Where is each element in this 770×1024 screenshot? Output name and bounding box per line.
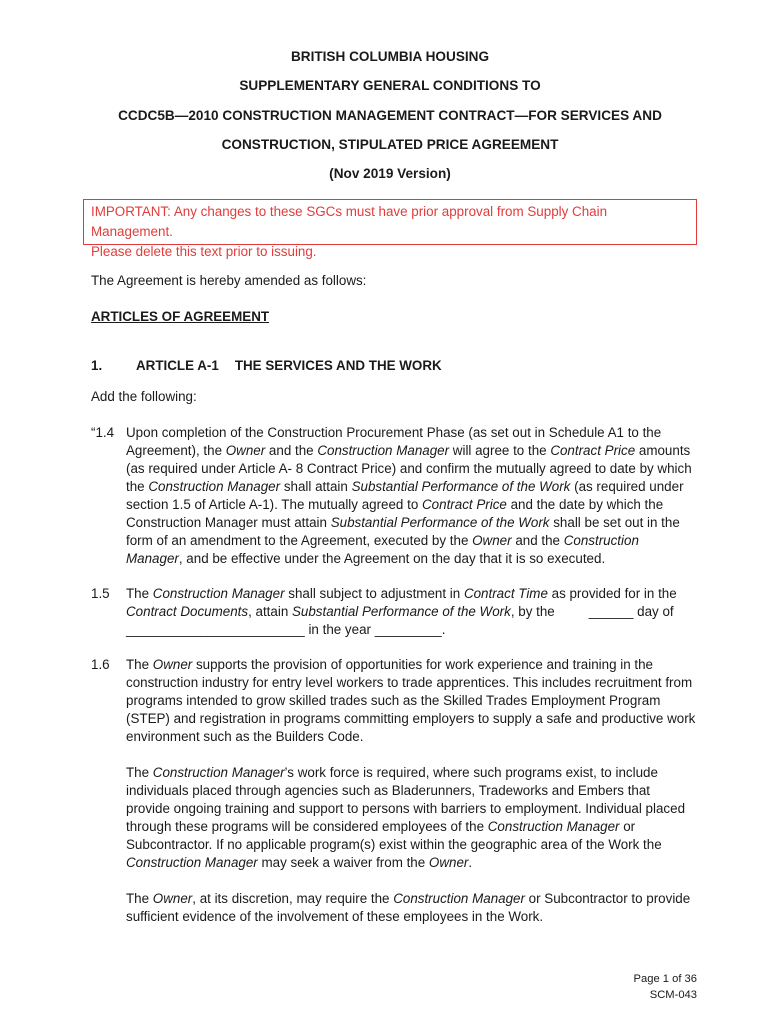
defined-term: Contract Documents (126, 604, 249, 619)
intro-text: The Agreement is hereby amended as follows: (91, 273, 367, 288)
text-segment: will agree to the (449, 443, 551, 458)
clause-body (126, 424, 696, 568)
defined-term: Construction Manager (148, 479, 281, 494)
clause-paragraph-2 (126, 764, 696, 872)
text-segment: (as required under section 1.5 of Article A-1). The mutually agreed to (126, 479, 684, 512)
defined-term: Contract Price (422, 497, 507, 512)
defined-term: Contract Time (463, 586, 548, 601)
add-following-text: Add the following: (91, 389, 197, 404)
text-segment: The (126, 891, 153, 906)
month-year-blank-field[interactable]: ________________________ in the year _________. (126, 622, 446, 637)
clause-paragraph-3 (126, 890, 696, 926)
defined-term: Construction Manager (152, 586, 285, 601)
defined-term: Construction Manager (487, 819, 620, 834)
defined-term: Contract Price (550, 443, 636, 458)
articles-heading: ARTICLES OF AGREEMENT (91, 309, 270, 324)
text-segment: supports the provision of opportunities for work experience and training in the construction industry for entry level workers to trade apprentices. This includes recruitment from programs intended to grow skilled trades such as the Skilled Trades Employment Program (STEP) and registration in programs committing employers to supply a safe and productive work environment such as the Builders Code. (126, 657, 696, 744)
defined-term: Construction Manager (317, 443, 450, 458)
defined-term: Substantial Performance of the Work (330, 515, 550, 530)
defined-term: Substantial Performance of the Work (291, 604, 511, 619)
title-line-2: SUPPLEMENTARY GENERAL CONDITIONS TO (239, 78, 541, 94)
clause-number: 1.6 (91, 657, 110, 672)
day-blank-field[interactable]: ______ day of (588, 604, 674, 619)
defined-term: Construction Manager (152, 765, 285, 780)
defined-term: Construction Manager (126, 533, 639, 566)
text-segment: ’s work force is required, where such programs exist, to include individuals placed through agencies such as Bladerunners, Tradeworks and Embers that provide ongoing training and support to persons with barriers to employment. Individual placed through these programs will be considered employees of the (126, 765, 686, 834)
defined-term: Owner (428, 855, 469, 870)
clause-body (126, 585, 696, 639)
document-code: SCM-043 (649, 989, 697, 1001)
page-number: Page 1 of 36 (633, 973, 697, 985)
text-segment: shall attain (280, 479, 352, 494)
notice-line-1: IMPORTANT: Any changes to these SGCs must have prior approval from Supply Chain Management. (91, 204, 608, 239)
text-segment: , and be effective under the Agreement on the day that it is so executed. (178, 551, 606, 566)
clause-number: “1.4 (91, 425, 115, 440)
text-segment: , at its discretion, may require the (192, 891, 394, 906)
title-line-4: CONSTRUCTION, STIPULATED PRICE AGREEMENT (221, 136, 559, 152)
document-title (60, 46, 720, 192)
text-segment: may seek a waiver from the (257, 855, 429, 870)
title-line-5: (Nov 2019 Version) (329, 166, 451, 182)
defined-term: Construction Manager (126, 855, 258, 870)
text-segment: as provided for in the (547, 586, 677, 601)
text-segment: . (468, 855, 473, 870)
page-footer (634, 971, 697, 1003)
defined-term: Owner (472, 533, 512, 548)
defined-term: Substantial Performance of the Work (351, 479, 571, 494)
title-line-1: BRITISH COLUMBIA HOUSING (290, 49, 490, 64)
clause-paragraph-1 (126, 656, 696, 746)
text-segment: or Subcontractor. If no applicable program(s) exist within the geographic area of the Work the (126, 819, 662, 852)
title-line-3: CCDC5B—2010 CONSTRUCTION MANAGEMENT CONTRACT—FOR SERVICES AND (118, 107, 662, 123)
text-segment: and the date by which the Construction Manager must attain (126, 497, 664, 530)
text-segment: The (126, 657, 153, 672)
text-segment: , attain (248, 604, 292, 619)
text-segment: The (126, 586, 153, 601)
defined-term: Owner (225, 443, 266, 458)
text-segment: shall be set out in the form of an amendment to the Agreement, executed by the (126, 515, 680, 548)
text-segment: and the (511, 533, 564, 548)
article-heading (136, 357, 442, 375)
clause-number: 1.5 (91, 586, 110, 601)
important-notice-box (83, 199, 697, 259)
text-segment: and the (265, 443, 318, 458)
text-segment: amounts (as required under Article A- 8 Contract Price) and confirm the mutually agreed to date by which the (126, 443, 692, 494)
article-code: ARTICLE A-1 (136, 358, 219, 373)
text-segment: shall subject to adjustment in (284, 586, 464, 601)
clause-body (126, 656, 696, 926)
notice-line-2: Please delete this text prior to issuing. (91, 244, 317, 259)
defined-term: Owner (152, 657, 193, 672)
text-segment: or Subcontractor to provide sufficient evidence of the involvement of these employees in the Work. (126, 891, 691, 924)
clause-paragraph (126, 585, 696, 639)
text-segment: The (126, 765, 153, 780)
text-segment: , by the (510, 604, 555, 619)
article-number: 1. (91, 358, 103, 373)
text-segment: Upon completion of the Construction Procurement Phase (as set out in Schedule A1 to the Agreement), the (126, 425, 662, 458)
clause-paragraph (126, 424, 696, 568)
article-title: THE SERVICES AND THE WORK (234, 358, 442, 373)
defined-term: Construction Manager (393, 891, 525, 906)
defined-term: Owner (152, 891, 193, 906)
